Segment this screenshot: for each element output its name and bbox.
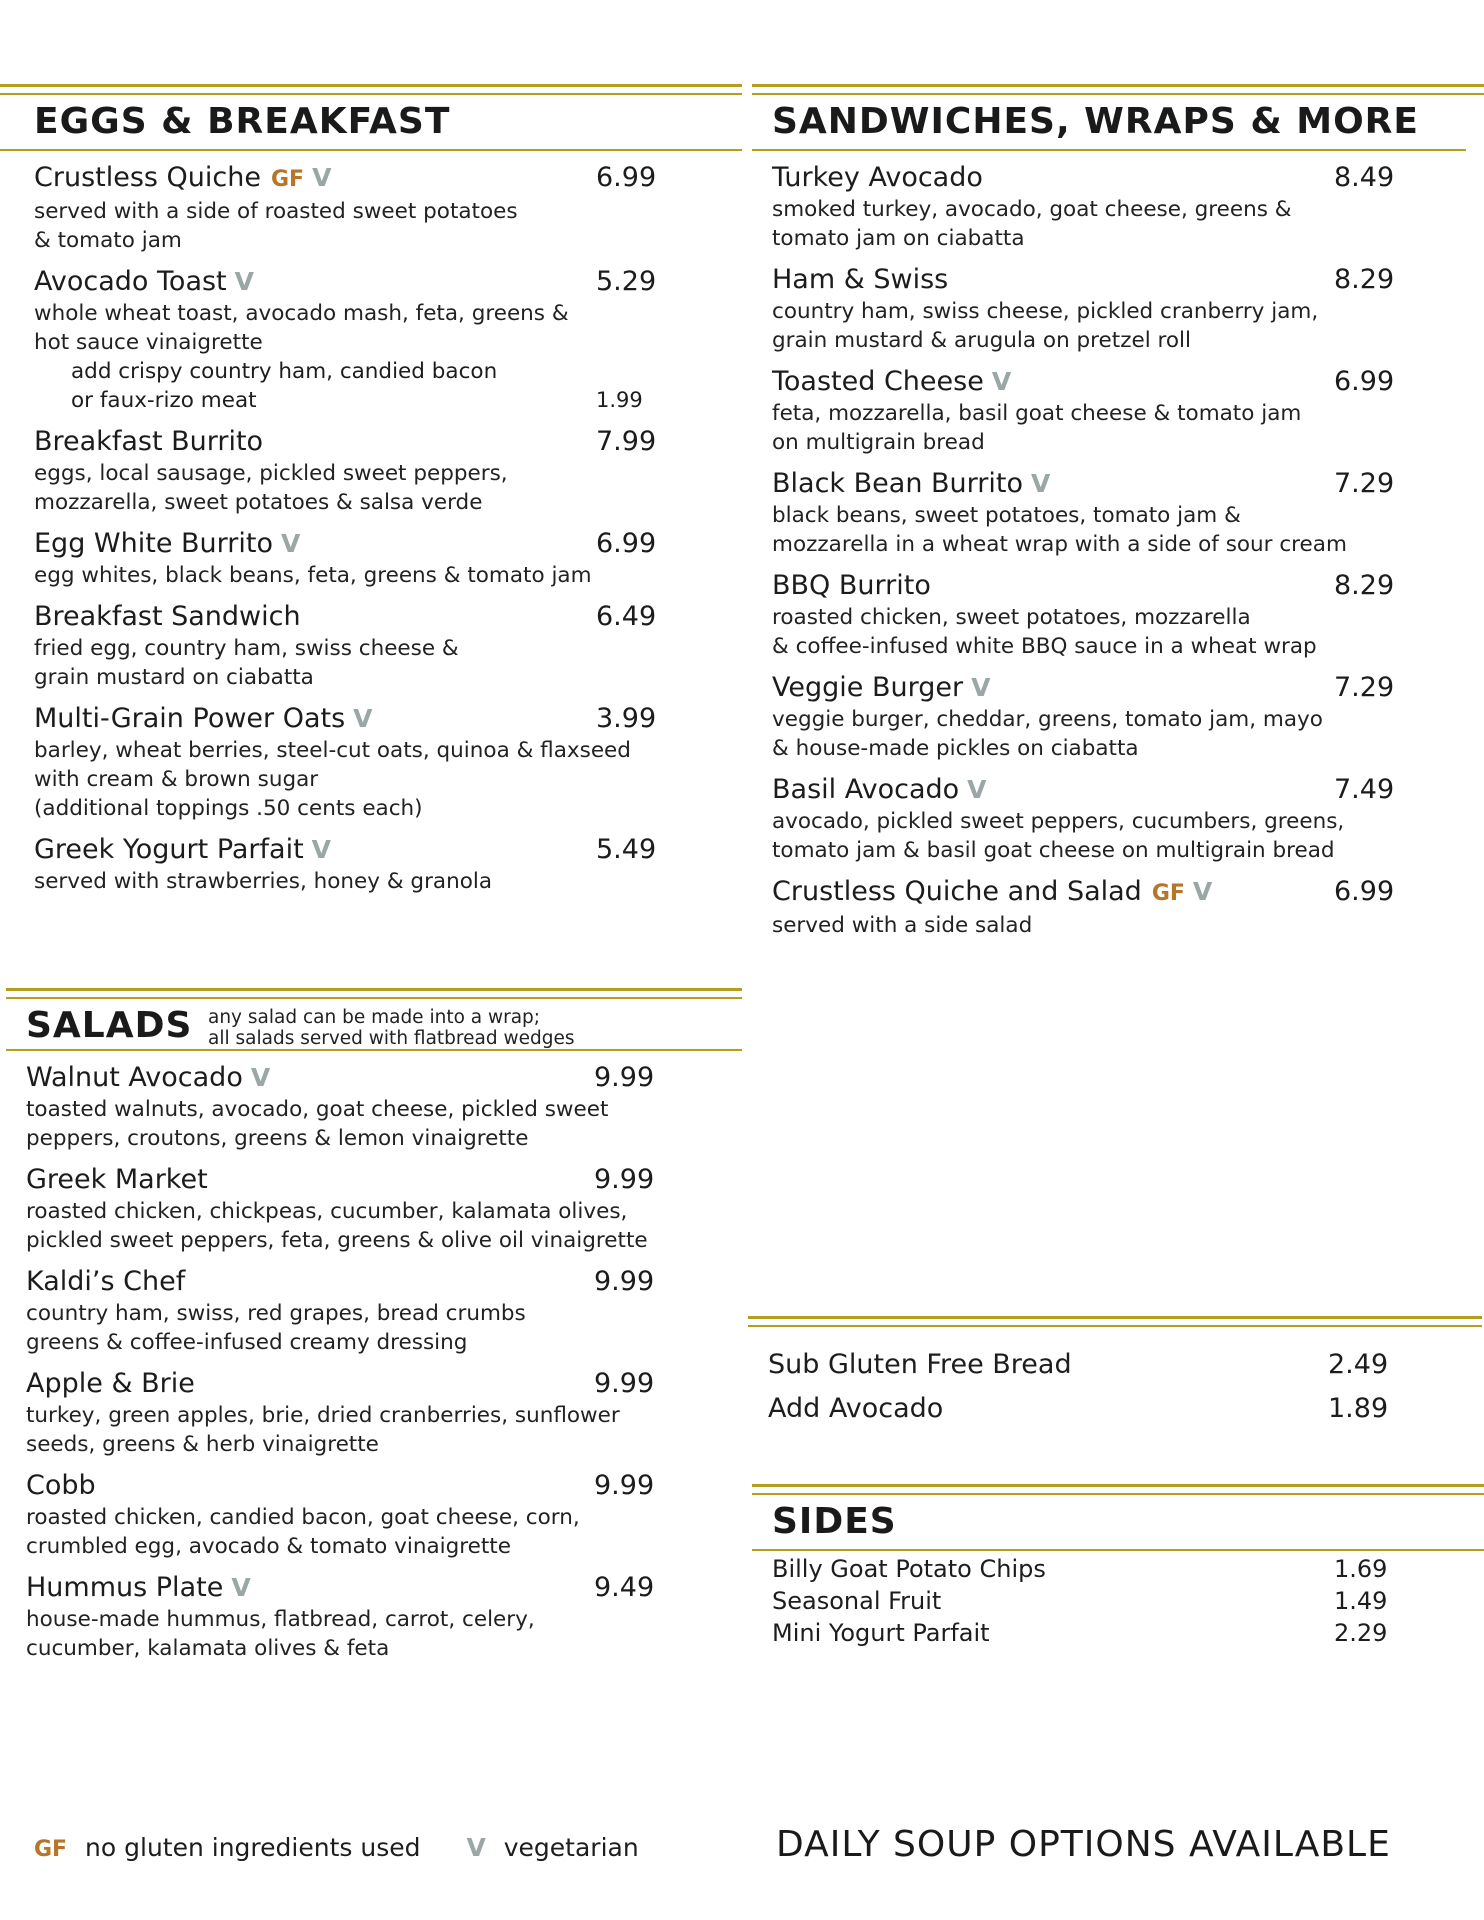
menu-item <box>772 263 1484 355</box>
menu-item <box>26 1061 742 1153</box>
vegetarian-icon: V <box>311 835 332 864</box>
item-name: Basil Avocado <box>772 774 960 805</box>
item-description: egg whites, black beans, feta, greens & tomato jam <box>34 563 592 588</box>
item-header <box>26 1061 742 1095</box>
item-description: country ham, swiss cheese, pickled cranberry jam, grain mustard & arugula on pretzel roll <box>772 299 1319 353</box>
addon-price: 1.99 <box>596 388 643 412</box>
menu-item <box>26 1367 742 1459</box>
menu-item <box>26 1571 742 1663</box>
vegetarian-icon: V <box>280 529 301 558</box>
side-name: Billy Goat Potato Chips <box>772 1555 1046 1583</box>
item-price: 8.49 <box>1334 162 1395 193</box>
item-name: Ham & Swiss <box>772 264 949 295</box>
item-header <box>772 569 1484 603</box>
extras-section <box>748 1316 1482 1431</box>
vegetarian-icon: V <box>231 1573 251 1602</box>
item-price: 9.49 <box>594 1572 655 1603</box>
menu-item <box>34 527 742 590</box>
legend-gf-text: no gluten ingredients used <box>85 1833 421 1862</box>
section-underline <box>752 149 1466 151</box>
gf-icon: GF <box>34 1837 68 1862</box>
item-header <box>772 467 1484 501</box>
item-price: 9.99 <box>594 1368 655 1399</box>
item-name: Cobb <box>26 1470 96 1501</box>
section-title: SIDES <box>772 1501 897 1542</box>
item-header <box>26 1367 742 1401</box>
item-description: black beans, sweet potatoes, tomato jam & mozzarella in a wheat wrap with a side of sour cream <box>772 503 1347 557</box>
extra-name: Sub Gluten Free Bread <box>768 1349 1072 1380</box>
vegetarian-icon: V <box>466 1833 486 1862</box>
item-name: Veggie Burger <box>772 672 964 703</box>
sandwich-items <box>752 161 1484 940</box>
item-name: Breakfast Sandwich <box>34 601 301 632</box>
item-name: Crustless Quiche <box>34 162 261 193</box>
menu-item <box>26 1163 742 1255</box>
sides-items <box>752 1551 1484 1649</box>
item-header <box>26 1163 742 1197</box>
section-title: SANDWICHES, WRAPS & MORE <box>772 101 1419 142</box>
item-header <box>34 702 742 736</box>
menu-item <box>34 265 742 415</box>
item-description: feta, mozzarella, basil goat cheese & tomato jam on multigrain bread <box>772 401 1302 455</box>
item-description: barley, wheat berries, steel-cut oats, quinoa & flaxseed with cream & brown sugar (additional toppings .50 cents each) <box>34 738 631 821</box>
section-rule <box>752 84 1484 95</box>
item-header <box>26 1571 742 1605</box>
salad-items <box>6 1061 742 1663</box>
vegetarian-icon: V <box>1030 469 1051 498</box>
section-rule <box>748 1316 1482 1327</box>
daily-soup-banner: DAILY SOUP OPTIONS AVAILABLE <box>776 1824 1391 1865</box>
item-price: 7.29 <box>1334 468 1395 499</box>
item-description: roasted chicken, sweet potatoes, mozzarella & coffee-infused white BBQ sauce in a wheat wrap <box>772 605 1317 659</box>
item-name: Walnut Avocado <box>26 1062 243 1093</box>
item-header <box>34 425 742 459</box>
vegetarian-icon: V <box>353 704 373 733</box>
menu-item <box>34 161 742 255</box>
extra-price: 2.49 <box>1328 1349 1389 1380</box>
item-header <box>772 875 1484 911</box>
item-header <box>34 600 742 634</box>
section-underline <box>6 1049 742 1051</box>
menu-item <box>26 1265 742 1357</box>
legend-v-text: vegetarian <box>503 1833 639 1862</box>
section-underline <box>0 149 742 151</box>
sides-section <box>752 1484 1484 1649</box>
menu-item <box>26 1469 742 1561</box>
item-header <box>34 527 742 561</box>
item-description: fried egg, country ham, swiss cheese & grain mustard on ciabatta <box>34 636 459 690</box>
vegetarian-icon: V <box>234 267 254 296</box>
item-description: veggie burger, cheddar, greens, tomato jam, mayo & house-made pickles on ciabatta <box>772 707 1323 761</box>
menu-item <box>772 569 1484 661</box>
menu-item <box>34 702 742 823</box>
legend <box>34 1833 639 1862</box>
item-description: smoked turkey, avocado, goat cheese, greens & tomato jam on ciabatta <box>772 197 1292 251</box>
item-name: Apple & Brie <box>26 1368 195 1399</box>
item-price: 9.99 <box>594 1266 655 1297</box>
item-name: Turkey Avocado <box>772 162 983 193</box>
vegetarian-icon: V <box>967 775 987 804</box>
item-description: avocado, pickled sweet peppers, cucumbers, greens, tomato jam & basil goat cheese on multigrain bread <box>772 809 1345 863</box>
item-description: served with a side of roasted sweet potatoes & tomato jam <box>34 199 518 253</box>
item-description: eggs, local sausage, pickled sweet peppers, mozzarella, sweet potatoes & salsa verde <box>34 461 508 515</box>
vegetarian-icon: V <box>250 1063 271 1092</box>
item-description: turkey, green apples, brie, dried cranberries, sunflower seeds, greens & herb vinaigrette <box>26 1403 620 1457</box>
item-header <box>772 263 1484 297</box>
item-name: BBQ Burrito <box>772 570 931 601</box>
salads-section <box>6 988 742 1663</box>
side-price: 2.29 <box>1334 1619 1388 1647</box>
item-header <box>772 365 1484 399</box>
item-name: Crustless Quiche and Salad <box>772 876 1142 907</box>
menu-item <box>34 600 742 692</box>
item-header <box>26 1265 742 1299</box>
breakfast-items <box>0 161 742 896</box>
item-price: 6.99 <box>596 162 657 193</box>
side-row <box>772 1617 1484 1649</box>
vegetarian-icon: V <box>1192 877 1213 906</box>
menu-item <box>772 161 1484 253</box>
item-name: Multi-Grain Power Oats <box>34 703 346 734</box>
vegetarian-icon: V <box>312 163 332 192</box>
vegetarian-icon: V <box>991 367 1012 396</box>
item-price: 8.29 <box>1334 264 1395 295</box>
side-price: 1.49 <box>1334 1587 1388 1615</box>
item-description: roasted chicken, candied bacon, goat cheese, corn, crumbled egg, avocado & tomato vinaigrette <box>26 1505 580 1559</box>
item-name: Hummus Plate <box>26 1572 224 1603</box>
menu-item <box>34 833 742 896</box>
item-description: toasted walnuts, avocado, goat cheese, pickled sweet peppers, croutons, greens & lemon vinaigrette <box>26 1097 609 1151</box>
section-rule <box>0 84 742 95</box>
item-price: 7.99 <box>596 426 657 457</box>
section-rule <box>752 1484 1484 1495</box>
side-name: Seasonal Fruit <box>772 1587 942 1615</box>
menu-item <box>772 671 1484 763</box>
breakfast-section <box>0 84 742 896</box>
menu-item <box>772 773 1484 865</box>
gluten-free-icon: GF <box>270 167 305 192</box>
extra-price: 1.89 <box>1328 1393 1389 1424</box>
item-description: served with strawberries, honey & granola <box>34 869 493 894</box>
sandwiches-section <box>752 84 1484 940</box>
item-description: country ham, swiss, red grapes, bread crumbs greens & coffee-infused creamy dressing <box>26 1301 526 1355</box>
item-price: 6.99 <box>1334 876 1395 907</box>
item-description: whole wheat toast, avocado mash, feta, greens & hot sauce vinaigrette <box>34 301 569 355</box>
section-rule <box>6 988 742 999</box>
item-price: 9.99 <box>594 1164 655 1195</box>
extra-row <box>768 1343 1482 1387</box>
salads-note: any salad can be made into a wrap; all salads served with flatbread wedges <box>208 1007 575 1049</box>
side-name: Mini Yogurt Parfait <box>772 1619 990 1647</box>
item-price: 7.49 <box>1334 774 1395 805</box>
side-price: 1.69 <box>1334 1555 1388 1583</box>
item-header <box>34 161 742 197</box>
side-row <box>772 1553 1484 1585</box>
menu-item <box>34 425 742 517</box>
item-price: 6.99 <box>596 528 657 559</box>
item-name: Egg White Burrito <box>34 528 273 559</box>
item-name: Kaldi’s Chef <box>26 1266 186 1297</box>
item-name: Greek Yogurt Parfait <box>34 834 304 865</box>
item-price: 3.99 <box>596 703 657 734</box>
addon-text: add crispy country ham, candied bacon or faux-rizo meat <box>71 359 498 413</box>
section-title: SALADS <box>26 1005 193 1046</box>
item-description: house-made hummus, flatbread, carrot, celery, cucumber, kalamata olives & feta <box>26 1607 535 1661</box>
item-header <box>772 161 1484 195</box>
item-name: Toasted Cheese <box>772 366 984 397</box>
menu-item <box>772 467 1484 559</box>
item-header <box>26 1469 742 1503</box>
item-price: 7.29 <box>1334 672 1395 703</box>
item-description: roasted chicken, chickpeas, cucumber, kalamata olives, pickled sweet peppers, feta, greens & olive oil vinaigrette <box>26 1199 648 1253</box>
extra-row <box>768 1387 1482 1431</box>
section-title: EGGS & BREAKFAST <box>34 101 451 142</box>
side-row <box>772 1585 1484 1617</box>
item-name: Breakfast Burrito <box>34 426 264 457</box>
item-price: 8.29 <box>1334 570 1395 601</box>
extras-items <box>748 1327 1482 1431</box>
item-price: 5.29 <box>596 266 657 297</box>
item-price: 6.49 <box>596 601 657 632</box>
item-name: Black Bean Burrito <box>772 468 1023 499</box>
item-description: served with a side salad <box>772 913 1033 938</box>
item-price: 9.99 <box>594 1062 655 1093</box>
menu-item <box>772 365 1484 457</box>
item-header <box>34 265 742 299</box>
item-addon <box>34 357 742 415</box>
extra-name: Add Avocado <box>768 1393 944 1424</box>
item-name: Greek Market <box>26 1164 208 1195</box>
gluten-free-icon: GF <box>1151 881 1185 906</box>
vegetarian-icon: V <box>971 673 991 702</box>
salads-header <box>6 999 742 1049</box>
menu-item <box>772 875 1484 940</box>
item-price: 9.99 <box>594 1470 655 1501</box>
item-header <box>34 833 742 867</box>
item-header <box>772 671 1484 705</box>
item-header <box>772 773 1484 807</box>
item-name: Avocado Toast <box>34 266 227 297</box>
item-price: 5.49 <box>596 834 657 865</box>
item-price: 6.99 <box>1334 366 1395 397</box>
